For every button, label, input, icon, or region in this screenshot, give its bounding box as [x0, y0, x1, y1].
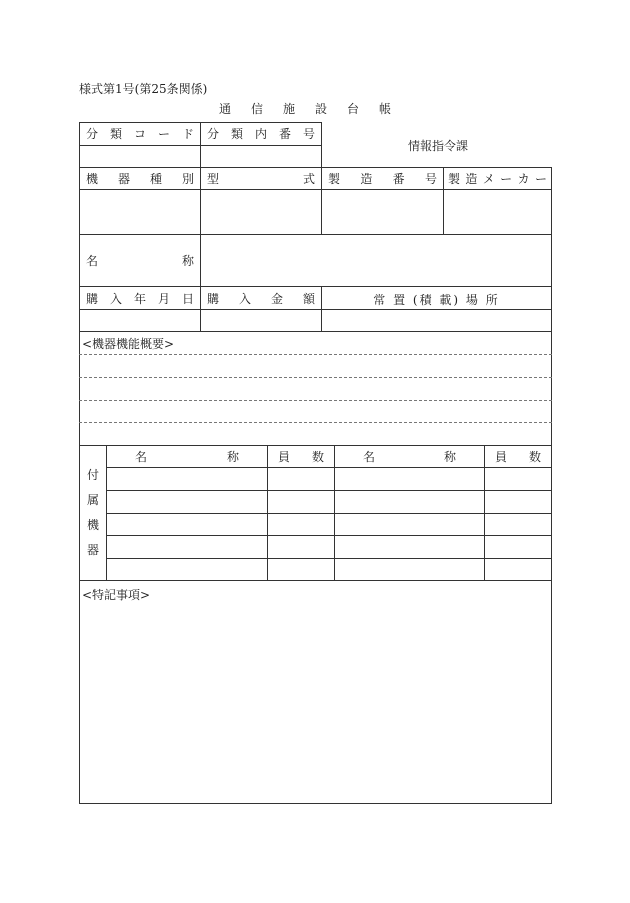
equipment-type-field[interactable]	[80, 190, 199, 233]
storage-location-label: 常 置 (積 載) 場 所	[373, 293, 500, 307]
department-name: 情報指令課	[408, 139, 469, 153]
storage-location-field[interactable]	[322, 310, 551, 330]
serial-number-label: 製 造 番 号	[328, 172, 437, 186]
accessory-table-body[interactable]	[107, 468, 551, 580]
accessory-count-header-left: 員 数	[278, 450, 324, 464]
model-label: 型 式	[207, 172, 315, 186]
classification-internal-number-label: 分 類 内 番 号	[207, 126, 315, 141]
function-overview-heading: <機器機能概要>	[82, 337, 175, 351]
classification-code-field[interactable]	[80, 146, 199, 167]
accessory-name-header-right: 名 称	[363, 450, 456, 464]
manufacturer-field[interactable]	[444, 190, 551, 233]
serial-number-field[interactable]	[322, 190, 442, 233]
special-notes-field[interactable]	[80, 604, 551, 803]
classification-code-label: 分 類 コ ー ド	[86, 126, 194, 141]
equipment-name-label: 名 称	[86, 254, 194, 268]
accessory-name-header-left: 名 称	[135, 450, 239, 464]
manufacturer-label: 製 造 メ ー カ ー	[448, 172, 547, 186]
accessory-count-header-right: 員 数	[495, 450, 541, 464]
purchase-date-label: 購 入 年 月 日	[86, 291, 194, 306]
accessory-equipment-label: 付 属 機 器	[86, 468, 99, 557]
function-overview-field[interactable]	[80, 355, 551, 444]
purchase-amount-label: 購 入 金 額	[207, 291, 315, 306]
model-field[interactable]	[201, 190, 320, 233]
purchase-date-field[interactable]	[80, 310, 199, 330]
equipment-name-field[interactable]	[201, 235, 551, 285]
form-number: 様式第1号(第25条関係)	[79, 82, 208, 96]
purchase-amount-field[interactable]	[201, 310, 320, 330]
equipment-type-label: 機 器 種 別	[86, 172, 194, 186]
classification-internal-number-field[interactable]	[201, 146, 321, 167]
special-notes-heading: <特記事項>	[82, 588, 151, 602]
document-title: 通信施設台帳	[218, 102, 411, 116]
